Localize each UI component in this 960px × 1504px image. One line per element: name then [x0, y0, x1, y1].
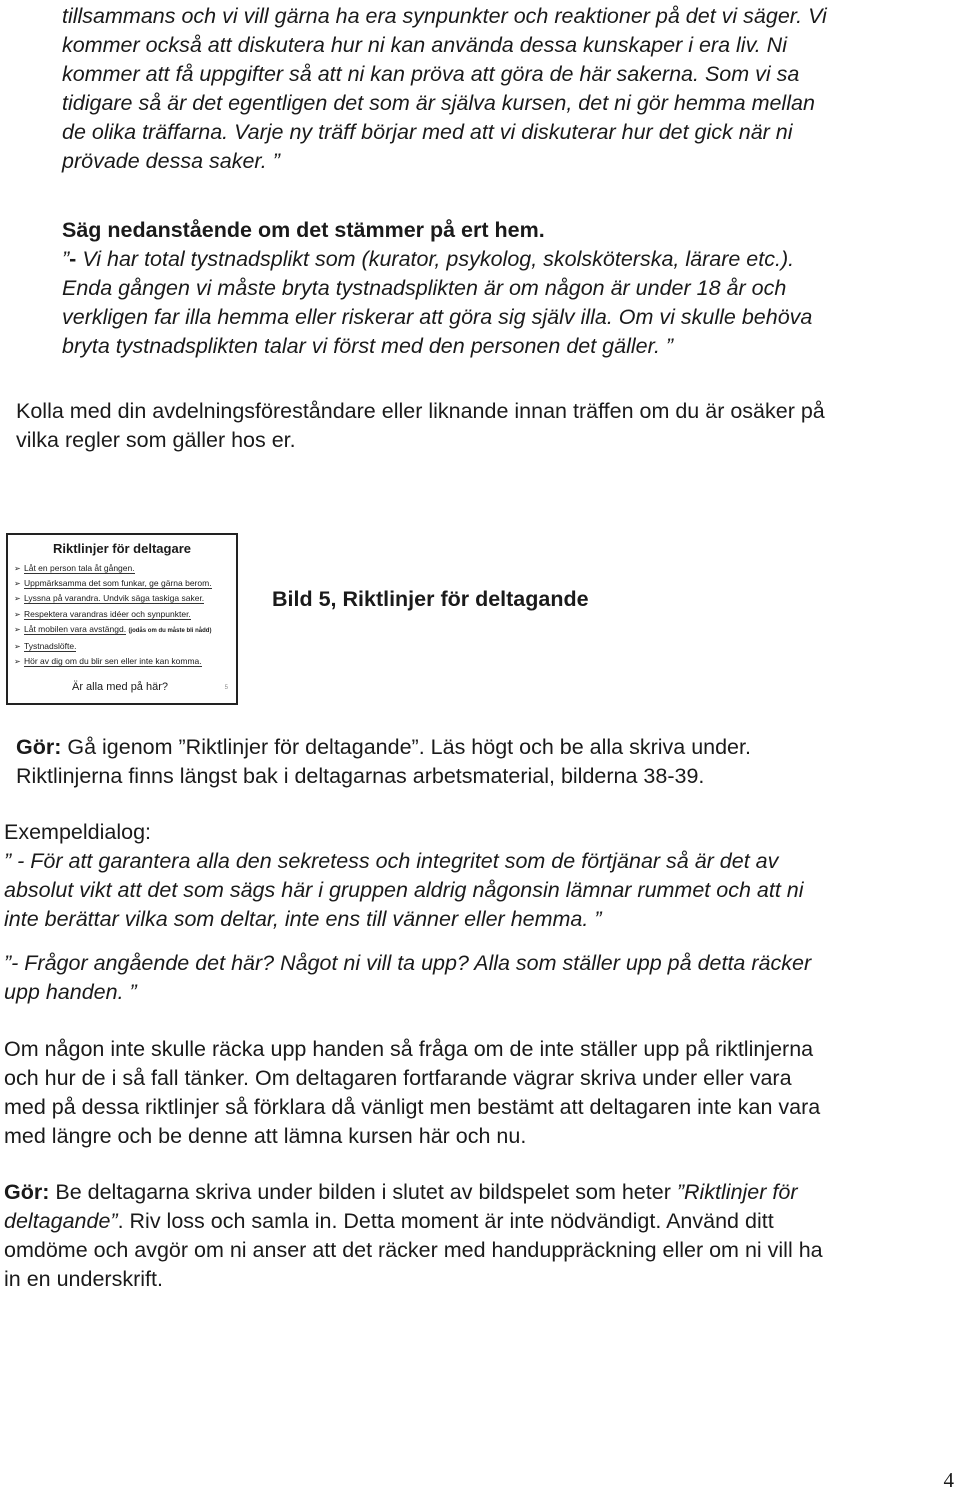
quote-mark: ”	[62, 247, 70, 271]
slide-list-item	[14, 576, 230, 591]
slide-number: 5	[224, 685, 228, 691]
text-line: prövade dessa saker. ”	[62, 149, 280, 173]
text-span: . Riv loss och samla in. Detta moment är inte nödvändigt. Använd ditt	[117, 1209, 774, 1233]
text-line: de olika träffarna. Varje ny träff börjar med att vi diskuterar hur det gick när ni	[62, 120, 793, 144]
confidentiality-paragraph	[62, 245, 812, 361]
slide-item-text: Tystnadslöfte.	[24, 641, 77, 652]
text-span: Vi har total tystnadsplikt som (kurator, psykolog, skolsköterska, lärare etc.).	[76, 247, 795, 271]
kolla-paragraph	[16, 397, 825, 455]
text-line: ” - För att garantera alla den sekretess och integritet som de förtjänar så är det av	[4, 849, 779, 873]
slide-item-text: Lyssna på varandra. Undvik säga taskiga saker.	[24, 593, 205, 604]
intro-paragraph	[62, 2, 942, 176]
text-line: upp handen. ”	[4, 980, 137, 1004]
slide-item-text: Låt en person tala åt gången.	[24, 563, 135, 573]
text-line: tidigare så är det egentligen det som är själva kursen, det ni gör hemma mellan	[62, 91, 815, 115]
dash: -	[69, 247, 77, 271]
slide-list	[14, 561, 230, 669]
text-line: Riktlinjerna finns längst bak i deltagarnas arbetsmaterial, bilderna 38-39.	[16, 764, 705, 788]
text-line: inte berättar vilka som deltar, inte ens till vänner eller hemma. ”	[4, 907, 602, 931]
slide-list-item	[14, 591, 230, 606]
slide-item-text: Låt mobilen vara avstängd.	[24, 623, 127, 634]
gor-label: Gör:	[16, 735, 62, 759]
text-line: verkligen far illa hemma eller riskerar att göra sig själv illa. Om vi skulle behöva	[62, 305, 813, 329]
sag-heading: Säg nedanstående om det stämmer på ert hem.	[62, 218, 545, 242]
slide-list-item	[14, 622, 230, 639]
page-number: 4	[943, 1468, 954, 1492]
om-paragraph	[4, 1035, 820, 1151]
text-line: Enda gången vi måste bryta tystnadsplikten är om någon är under 18 år och	[62, 276, 787, 300]
text-line: tillsammans och vi vill gärna ha era synpunkter och reaktioner på det vi säger. Vi	[62, 4, 827, 28]
text-line: in en underskrift.	[4, 1267, 163, 1291]
text-span: Gå igenom ”Riktlinjer för deltagande”. Läs högt och be alla skriva under.	[61, 735, 751, 759]
slide-title: Riktlinjer för deltagare	[53, 541, 191, 556]
text-line	[4, 1207, 823, 1236]
gor-paragraph-2	[4, 1178, 823, 1294]
slide-item-text: Hör av dig om du blir sen eller inte kan komma.	[24, 656, 202, 667]
text-span: deltagande”	[4, 1209, 118, 1233]
text-line: Om någon inte skulle räcka upp handen så fråga om de inte ställer upp på riktlinjerna	[4, 1037, 814, 1061]
slide-item-text: Uppmärksamma det som funkar, ge gärna berom.	[24, 578, 212, 589]
text-line	[4, 1178, 823, 1207]
slide-list-item	[14, 654, 230, 669]
text-line: med på dessa riktlinjer så förklara då vänligt men bestämt att deltagaren inte kan vara	[4, 1095, 821, 1119]
slide-item-note: (jodås om du måste bli nådd)	[128, 627, 212, 634]
gor-paragraph-1	[16, 733, 751, 791]
figure-caption: Bild 5, Riktlinjer för deltagande	[272, 587, 589, 611]
slide-footer: Är alla med på här?	[72, 681, 168, 693]
text-span: ”Riktlinjer för	[676, 1180, 798, 1204]
text-line: absolut vikt att det som sägs här i gruppen aldrig någonsin lämnar rummet och att ni	[4, 878, 804, 902]
text-span: Be deltagarna skriva under bilden i slutet av bildspelet som heter	[49, 1180, 677, 1204]
text-line	[62, 245, 812, 274]
slide-list-item	[14, 561, 230, 576]
text-line: med längre och be denne att lämna kursen här och nu.	[4, 1124, 527, 1148]
text-line: och hur de i så fall tänker. Om deltagaren fortfarande vägrar skriva under eller vara	[4, 1066, 792, 1090]
text-line	[16, 733, 751, 762]
text-line: vilka regler som gäller hos er.	[16, 428, 296, 452]
text-line: kommer också att diskutera hur ni kan använda dessa kunskaper i era liv. Ni	[62, 33, 787, 57]
slide-item-text: Respektera varandras idéer och synpunkter.	[24, 608, 191, 619]
text-line: kommer att få uppgifter så att ni kan pröva att göra de här sakerna. Som vi sa	[62, 62, 800, 86]
gor-label: Gör:	[4, 1180, 50, 1204]
slide-list-item	[14, 607, 230, 622]
text-line: bryta tystnadsplikten talar vi först med den personen det gäller. ”	[62, 334, 674, 358]
text-line: Kolla med din avdelningsföreståndare eller liknande innan träffen om du är osäker på	[16, 399, 825, 423]
text-line: omdöme och avgör om ni anser att det räcker med handuppräckning eller om ni vill ha	[4, 1238, 823, 1262]
slide-thumbnail	[6, 533, 238, 705]
exempeldialog	[4, 818, 811, 1007]
text-line: ”- Frågor angående det här? Något ni vill ta upp? Alla som ställer upp på detta räcker	[4, 951, 812, 975]
slide-list-item	[14, 639, 230, 654]
exempel-heading: Exempeldialog:	[4, 820, 152, 844]
